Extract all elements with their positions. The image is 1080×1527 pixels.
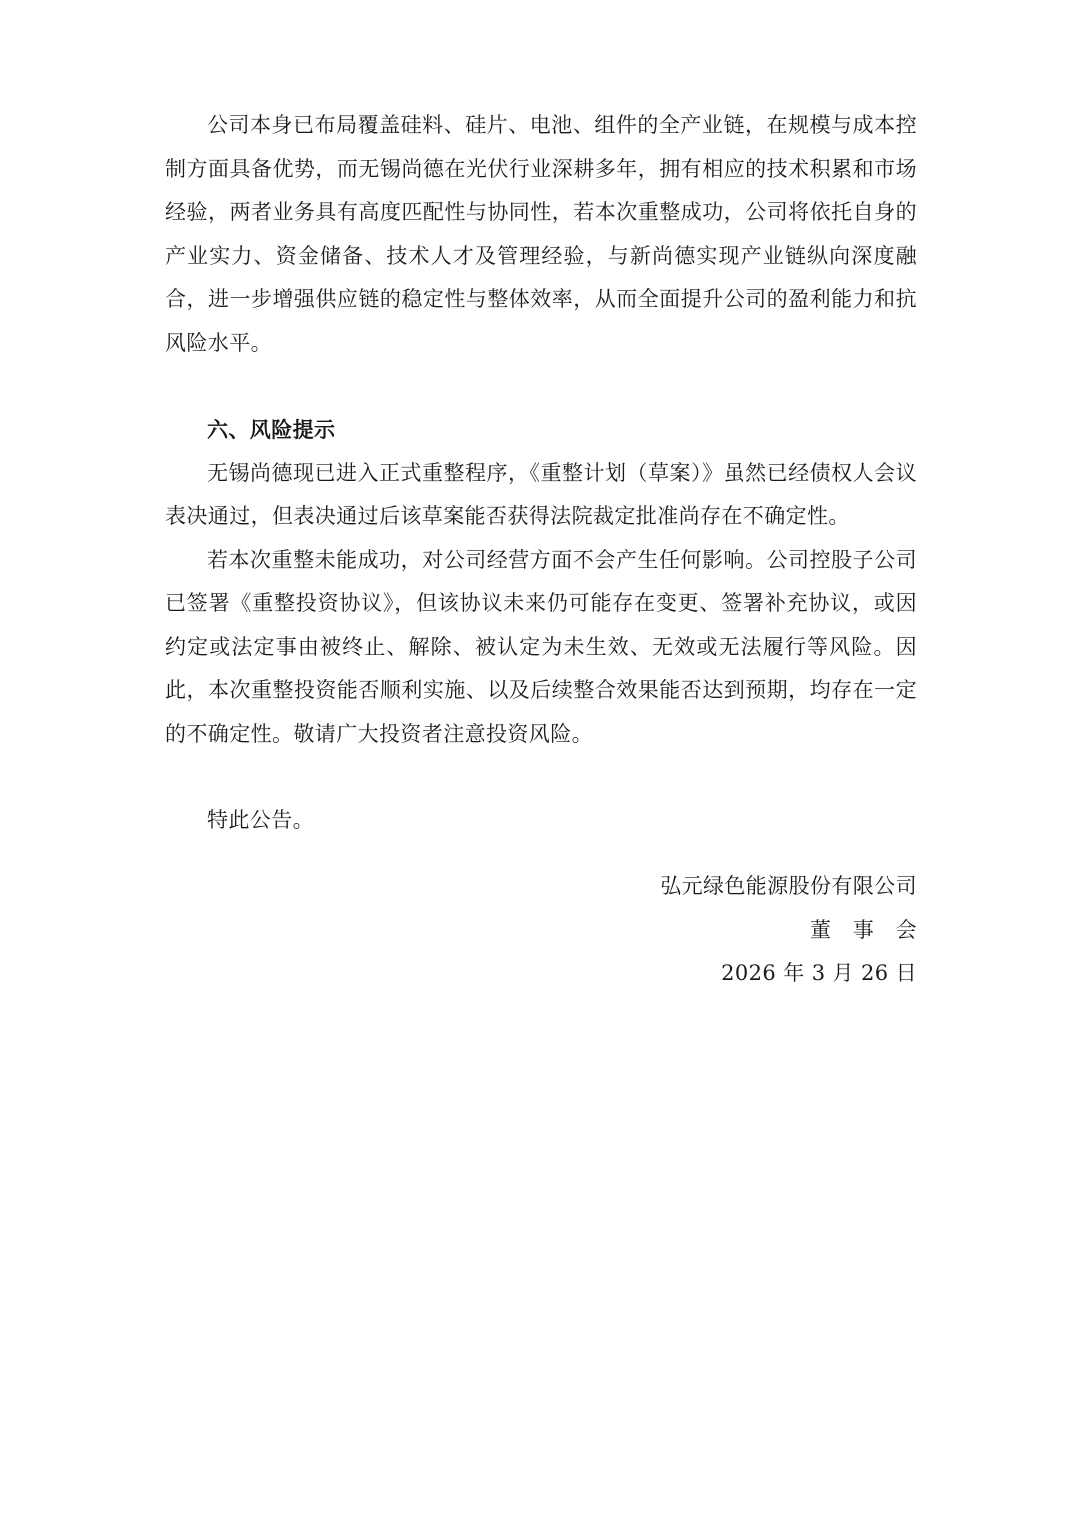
document-body: [165, 104, 917, 843]
signature-company: 弘元绿色能源股份有限公司: [660, 874, 917, 898]
signature-board: 董 事 会: [810, 917, 917, 942]
section-heading-risk: 六、风险提示: [207, 417, 336, 442]
paragraph-restructuring-risk: 若本次重整未能成功，对公司经营方面不会产生任何影响。公司控股子公司已签署《重整投资协议》，但该协议未来仍可能存在变更、签署补充协议，或因约定或法定事由被终止、解除、被认定为未生效、无效或无法履行等风险。因此，本次重整投资能否顺利实施、以及后续整合效果能否达到预期，均存在一定的不确定性。敬请广大投资者注意投资风险。: [165, 547, 917, 746]
signature-block: [660, 865, 917, 996]
closing-statement: 特此公告。: [207, 808, 314, 832]
paragraph-restructuring-procedure: 无锡尚德现已进入正式重整程序，《重整计划（草案）》虽然已经债权人会议表决通过，但表决通过后该草案能否获得法院裁定批准尚存在不确定性。: [165, 460, 917, 528]
paragraph-industry-chain: 公司本身已布局覆盖硅料、硅片、电池、组件的全产业链，在规模与成本控制方面具备优势，而无锡尚德在光伏行业深耕多年，拥有相应的技术积累和市场经验，两者业务具有高度匹配性与协同性，若本次重整成功，公司将依托自身的产业实力、资金储备、技术人才及管理经验，与新尚德实现产业链纵向深度融合，进一步增强供应链的稳定性与整体效率，从而全面提升公司的盈利能力和抗风险水平。: [165, 113, 917, 355]
signature-date: 2026 年 3 月 26 日: [721, 961, 917, 985]
